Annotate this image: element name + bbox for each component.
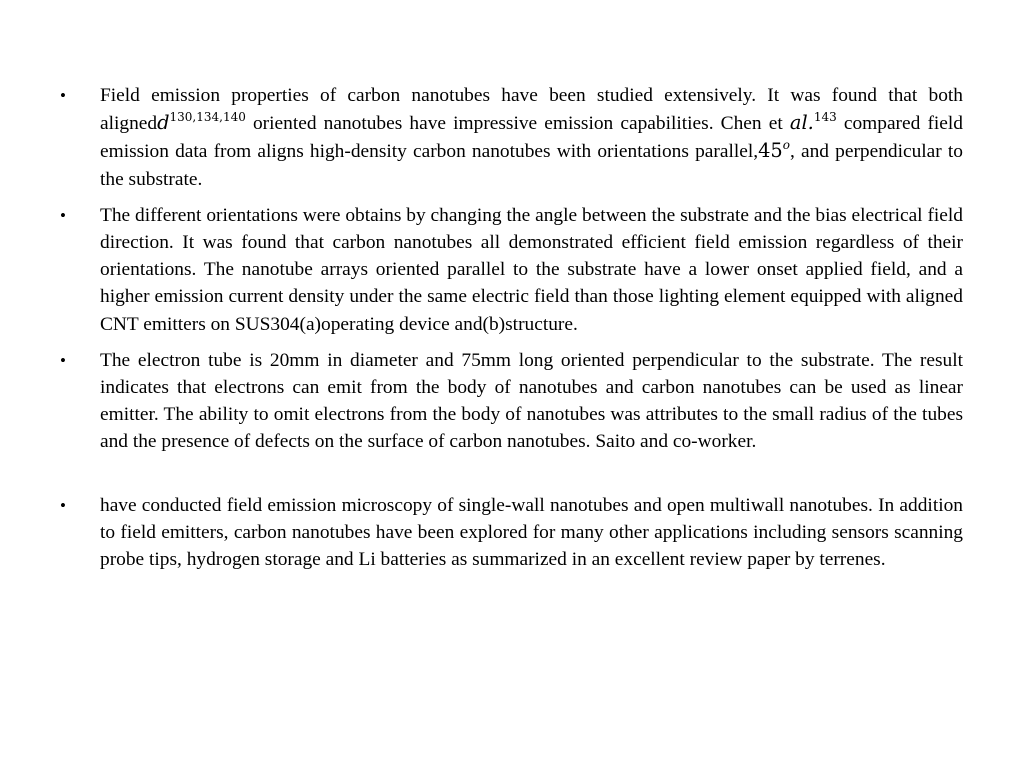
- math-et-al: al.: [789, 111, 814, 135]
- bullet-text-part: compared field emission data from aligns high-density carbon nanotubes with orientations parallel,: [100, 113, 963, 163]
- degree-superscript: o: [782, 138, 790, 153]
- bullet-item-microscopy: [60, 492, 963, 574]
- bullet-item-electron-tube: [60, 347, 963, 456]
- bullet-icon: •: [60, 350, 66, 370]
- citation-superscript: 130,134,140: [169, 110, 246, 125]
- bullet-text: have conducted field emission microscopy of single-wall nanotubes and open multiwall nanotubes. In addition to field emitters, carbon nanotubes have been explored for many other applications including sensors scanning probe tips, hydrogen storage and Li batteries as summarized in an excellent review paper by terrenes.: [100, 494, 963, 571]
- citation-superscript: 143: [813, 110, 837, 125]
- bullet-text-part: oriented nanotubes have impressive emission capabilities. Chen et: [245, 113, 790, 135]
- bullet-list: [60, 82, 963, 582]
- bullet-text-part: , and perpendicular to the substrate.: [100, 141, 963, 190]
- bullet-text: The electron tube is 20mm in diameter and 75mm long oriented perpendicular to the substrate. The result indicates that electrons can emit from the body of nanotubes and carbon nanotubes can be used as linear emitter. The ability to omit electrons from the body of nanotubes was attributes to the small radius of the tubes and the presence of defects on the surface of carbon nanotubes. Saito and co-worker.: [100, 349, 963, 453]
- bullet-icon: •: [60, 86, 66, 105]
- bullet-text: The different orientations were obtains by changing the angle between the substrate and the bias electrical field direction. It was found that carbon nanotubes all demonstrated efficient field emission regardless of their orientations. The nanotube arrays oriented parallel to the substrate have a lower onset applied field, and a higher emission current density under the same electric field than those lighting element equipped with aligned CNT emitters on SUS304(a)operating device and(b)structure.: [100, 204, 963, 335]
- math-variable-d: d: [157, 111, 170, 135]
- bullet-item-orientations: [60, 202, 963, 338]
- math-angle-value: 45: [758, 139, 783, 163]
- bullet-text-part: Field emission properties of carbon nanotubes have been studied extensively. It was found that both aligned: [100, 85, 963, 135]
- bullet-icon: •: [60, 495, 66, 515]
- bullet-icon: •: [60, 205, 66, 225]
- bullet-item-field-emission: [60, 82, 963, 193]
